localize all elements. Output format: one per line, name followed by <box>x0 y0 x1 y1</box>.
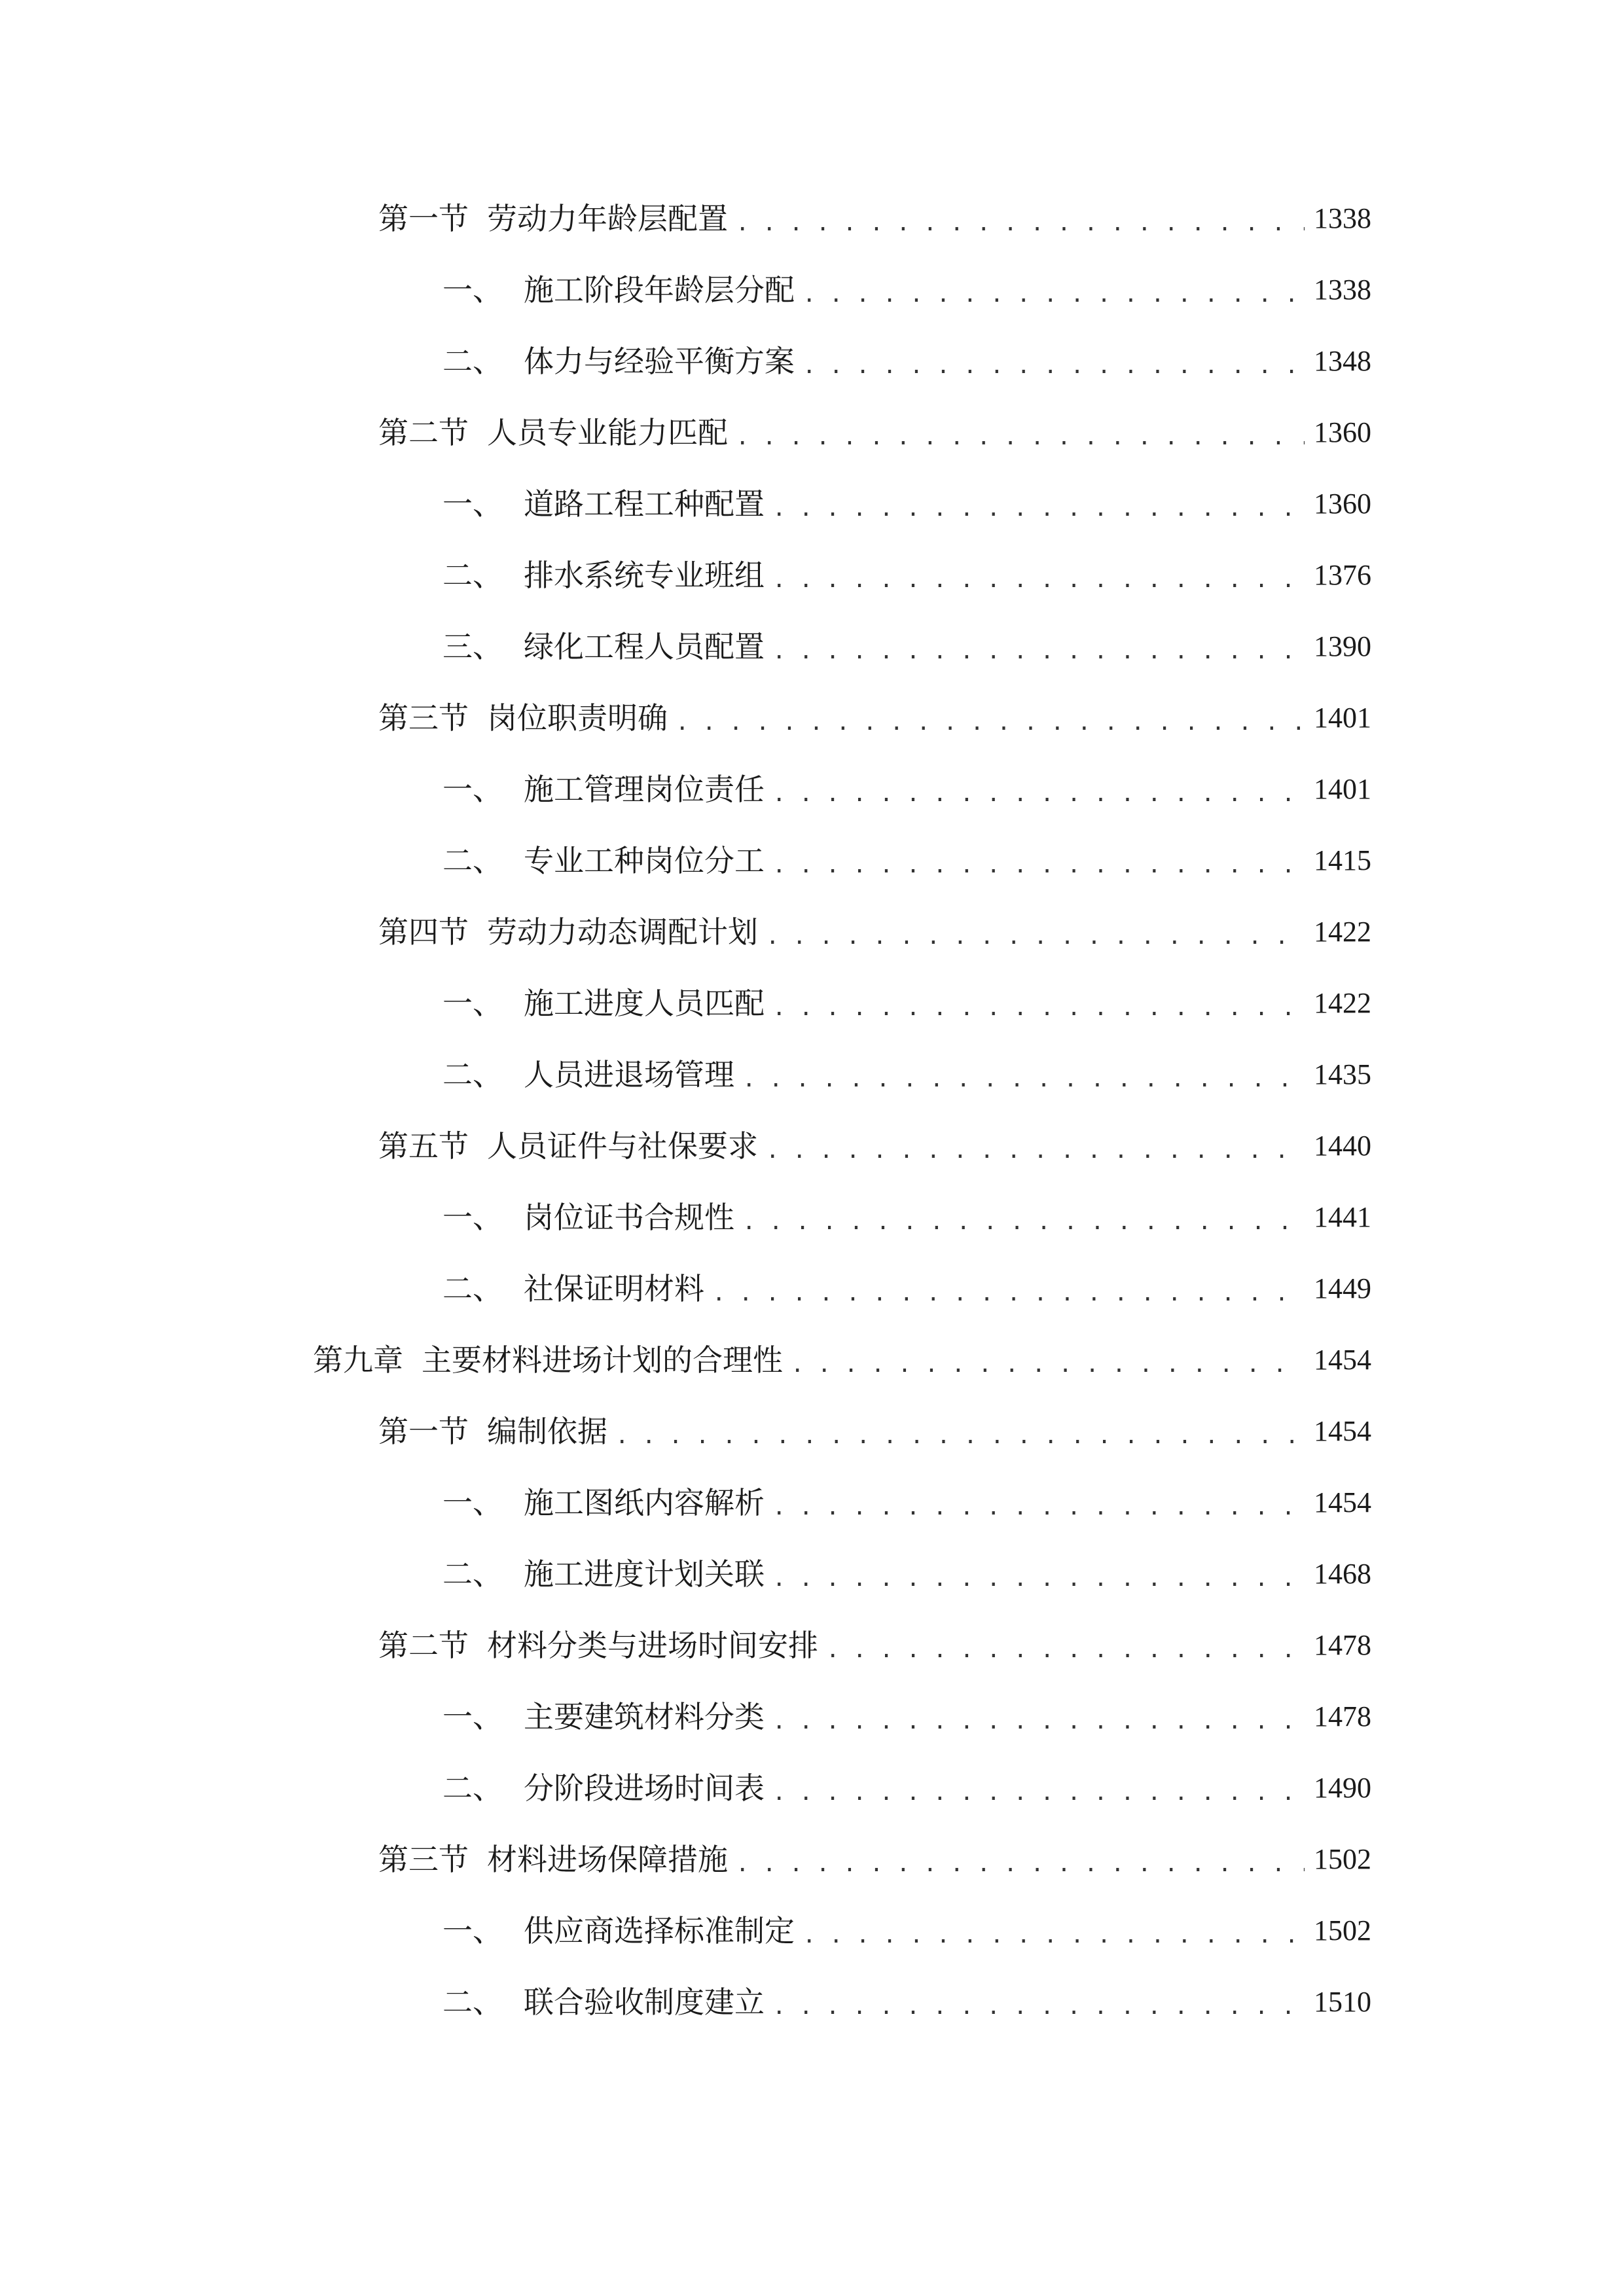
toc-entry-number: 第一节 <box>378 201 469 236</box>
toc-entry-number: 第四节 <box>378 914 469 950</box>
dot-leader <box>803 267 1305 313</box>
toc-entry-title: 排水系统专业班组 <box>524 558 765 593</box>
toc-entry[interactable] <box>442 1694 1371 1740</box>
toc-entry[interactable] <box>442 1052 1371 1098</box>
toc-entry-number: 第三节 <box>378 700 469 736</box>
toc-entry-number: 二、 <box>442 1984 503 2020</box>
dot-leader <box>742 1052 1305 1098</box>
toc-entry[interactable] <box>378 909 1371 955</box>
dot-leader <box>772 1765 1305 1811</box>
dot-leader <box>772 481 1305 527</box>
toc-entry[interactable] <box>378 695 1371 741</box>
dot-leader <box>772 838 1305 884</box>
toc-entry-page: 1390 <box>1314 630 1371 662</box>
toc-entry-page: 1478 <box>1314 1700 1371 1732</box>
dot-leader <box>742 1194 1305 1240</box>
toc-entry-number: 一、 <box>442 1699 503 1734</box>
toc-entry-title: 供应商选择标准制定 <box>524 1913 795 1948</box>
toc-entry[interactable] <box>442 1765 1371 1811</box>
toc-entry-title: 岗位证书合规性 <box>524 1200 734 1235</box>
toc-entry-title: 编制依据 <box>487 1414 607 1449</box>
dot-leader <box>712 1266 1305 1312</box>
dot-leader <box>615 1408 1305 1454</box>
toc-entry-page: 1360 <box>1314 416 1371 448</box>
toc-entry[interactable] <box>378 1837 1371 1882</box>
toc-entry[interactable] <box>442 1266 1371 1312</box>
toc-entry-page: 1441 <box>1314 1201 1371 1233</box>
toc-entry-page: 1454 <box>1314 1344 1371 1376</box>
toc-entry-number: 二、 <box>442 1556 503 1592</box>
dot-leader <box>772 1551 1305 1597</box>
toc-entry-page: 1401 <box>1314 773 1371 805</box>
toc-entry-page: 1454 <box>1314 1486 1371 1518</box>
toc-entry-page: 1478 <box>1314 1629 1371 1661</box>
dot-leader <box>736 1837 1305 1882</box>
toc-entry[interactable] <box>442 481 1371 527</box>
toc-entry-page: 1435 <box>1314 1058 1371 1090</box>
toc-entry-number: 一、 <box>442 1913 503 1948</box>
toc-entry-page: 1415 <box>1314 844 1371 876</box>
toc-entry-title: 施工图纸内容解析 <box>524 1485 765 1520</box>
toc-entry[interactable] <box>442 338 1371 384</box>
toc-entry-page: 1348 <box>1314 345 1371 377</box>
toc-entry-title: 主要材料进场计划的合理性 <box>422 1342 783 1378</box>
toc-entry[interactable] <box>442 980 1371 1026</box>
toc-entry-page: 1468 <box>1314 1558 1371 1590</box>
dot-leader <box>766 909 1305 955</box>
toc-entry[interactable] <box>442 624 1371 670</box>
toc-entry-page: 1449 <box>1314 1272 1371 1304</box>
toc-entry-title: 施工管理岗位责任 <box>524 772 765 807</box>
toc-entry-title: 体力与经验平衡方案 <box>524 344 795 379</box>
toc-entry-page: 1376 <box>1314 559 1371 591</box>
toc-entry-number: 二、 <box>442 1271 503 1306</box>
toc-entry-number: 第五节 <box>378 1128 469 1164</box>
toc-entry[interactable] <box>442 766 1371 812</box>
toc-entry-page: 1360 <box>1314 488 1371 520</box>
toc-entry-title: 主要建筑材料分类 <box>524 1699 765 1734</box>
toc-entry[interactable] <box>313 1337 1371 1383</box>
dot-leader <box>772 1979 1305 2025</box>
toc-entry-title: 专业工种岗位分工 <box>524 843 765 878</box>
toc-entry-title: 施工阶段年龄层分配 <box>524 272 795 308</box>
toc-entry-title: 人员证件与社保要求 <box>487 1128 758 1164</box>
dot-leader <box>772 624 1305 670</box>
toc-entry[interactable] <box>442 1480 1371 1526</box>
toc-entry-title: 施工进度人员匹配 <box>524 986 765 1021</box>
toc-entry-title: 岗位职责明确 <box>487 700 668 736</box>
toc-entry-title: 劳动力动态调配计划 <box>487 914 758 950</box>
toc-entry-title: 联合验收制度建立 <box>524 1984 765 2020</box>
dot-leader <box>772 766 1305 812</box>
toc-entry-page: 1422 <box>1314 916 1371 948</box>
toc-entry[interactable] <box>442 267 1371 313</box>
toc-entry[interactable] <box>378 1408 1371 1454</box>
toc-entry-page: 1502 <box>1314 1914 1371 1946</box>
toc-entry[interactable] <box>442 1194 1371 1240</box>
dot-leader <box>736 196 1305 242</box>
dot-leader <box>772 1480 1305 1526</box>
toc-entry-number: 二、 <box>442 843 503 878</box>
dot-leader <box>791 1337 1305 1383</box>
dot-leader <box>772 1694 1305 1740</box>
toc-entry[interactable] <box>378 1623 1371 1668</box>
toc-entry-page: 1422 <box>1314 987 1371 1019</box>
toc-entry-number: 一、 <box>442 1200 503 1235</box>
toc-entry-number: 第九章 <box>313 1342 403 1378</box>
toc-entry[interactable] <box>378 1123 1371 1169</box>
toc-entry-title: 分阶段进场时间表 <box>524 1770 765 1806</box>
toc-entry[interactable] <box>442 838 1371 884</box>
toc-entry[interactable] <box>442 1908 1371 1954</box>
dot-leader <box>803 338 1305 384</box>
toc-entry[interactable] <box>378 196 1371 242</box>
toc-entry-number: 第二节 <box>378 415 469 450</box>
toc-entry-title: 材料进场保障措施 <box>487 1842 728 1877</box>
toc-entry[interactable] <box>442 1551 1371 1597</box>
toc-entry-number: 一、 <box>442 986 503 1021</box>
toc-entry-number: 二、 <box>442 1770 503 1806</box>
toc-entry-number: 第三节 <box>378 1842 469 1877</box>
toc-entry-page: 1401 <box>1314 702 1371 734</box>
toc-entry-title: 施工进度计划关联 <box>524 1556 765 1592</box>
toc-entry-page: 1510 <box>1314 1986 1371 2018</box>
dot-leader <box>676 695 1305 741</box>
toc-entry-number: 二、 <box>442 344 503 379</box>
toc-entry-number: 二、 <box>442 1057 503 1092</box>
toc-entry[interactable] <box>442 552 1371 598</box>
toc-entry-title: 人员专业能力匹配 <box>487 415 728 450</box>
toc-entry-page: 1440 <box>1314 1130 1371 1162</box>
toc-entry-number: 一、 <box>442 1485 503 1520</box>
dot-leader <box>826 1623 1305 1668</box>
toc-entry[interactable] <box>442 1979 1371 2025</box>
toc-entry-page: 1338 <box>1314 202 1371 234</box>
dot-leader <box>772 552 1305 598</box>
toc-entry-number: 一、 <box>442 486 503 522</box>
toc-entry-title: 人员进退场管理 <box>524 1057 734 1092</box>
dot-leader <box>736 410 1305 456</box>
toc-entry-number: 一、 <box>442 772 503 807</box>
toc-entry-title: 绿化工程人员配置 <box>524 629 765 664</box>
toc-entry-page: 1490 <box>1314 1772 1371 1804</box>
toc-entry-page: 1502 <box>1314 1843 1371 1875</box>
toc-entry-number: 一、 <box>442 272 503 308</box>
toc-entry-number: 三、 <box>442 629 503 664</box>
toc-entry-number: 第一节 <box>378 1414 469 1449</box>
toc-entry-page: 1454 <box>1314 1415 1371 1447</box>
toc-entry-title: 材料分类与进场时间安排 <box>487 1628 818 1663</box>
toc-entry-page: 1338 <box>1314 274 1371 306</box>
toc-entry-title: 社保证明材料 <box>524 1271 704 1306</box>
toc-entry-number: 第二节 <box>378 1628 469 1663</box>
toc-entry-title: 道路工程工种配置 <box>524 486 765 522</box>
toc-entry-title: 劳动力年龄层配置 <box>487 201 728 236</box>
dot-leader <box>803 1908 1305 1954</box>
toc-entry-number: 二、 <box>442 558 503 593</box>
toc-entry[interactable] <box>378 410 1371 456</box>
dot-leader <box>772 980 1305 1026</box>
dot-leader <box>766 1123 1305 1169</box>
